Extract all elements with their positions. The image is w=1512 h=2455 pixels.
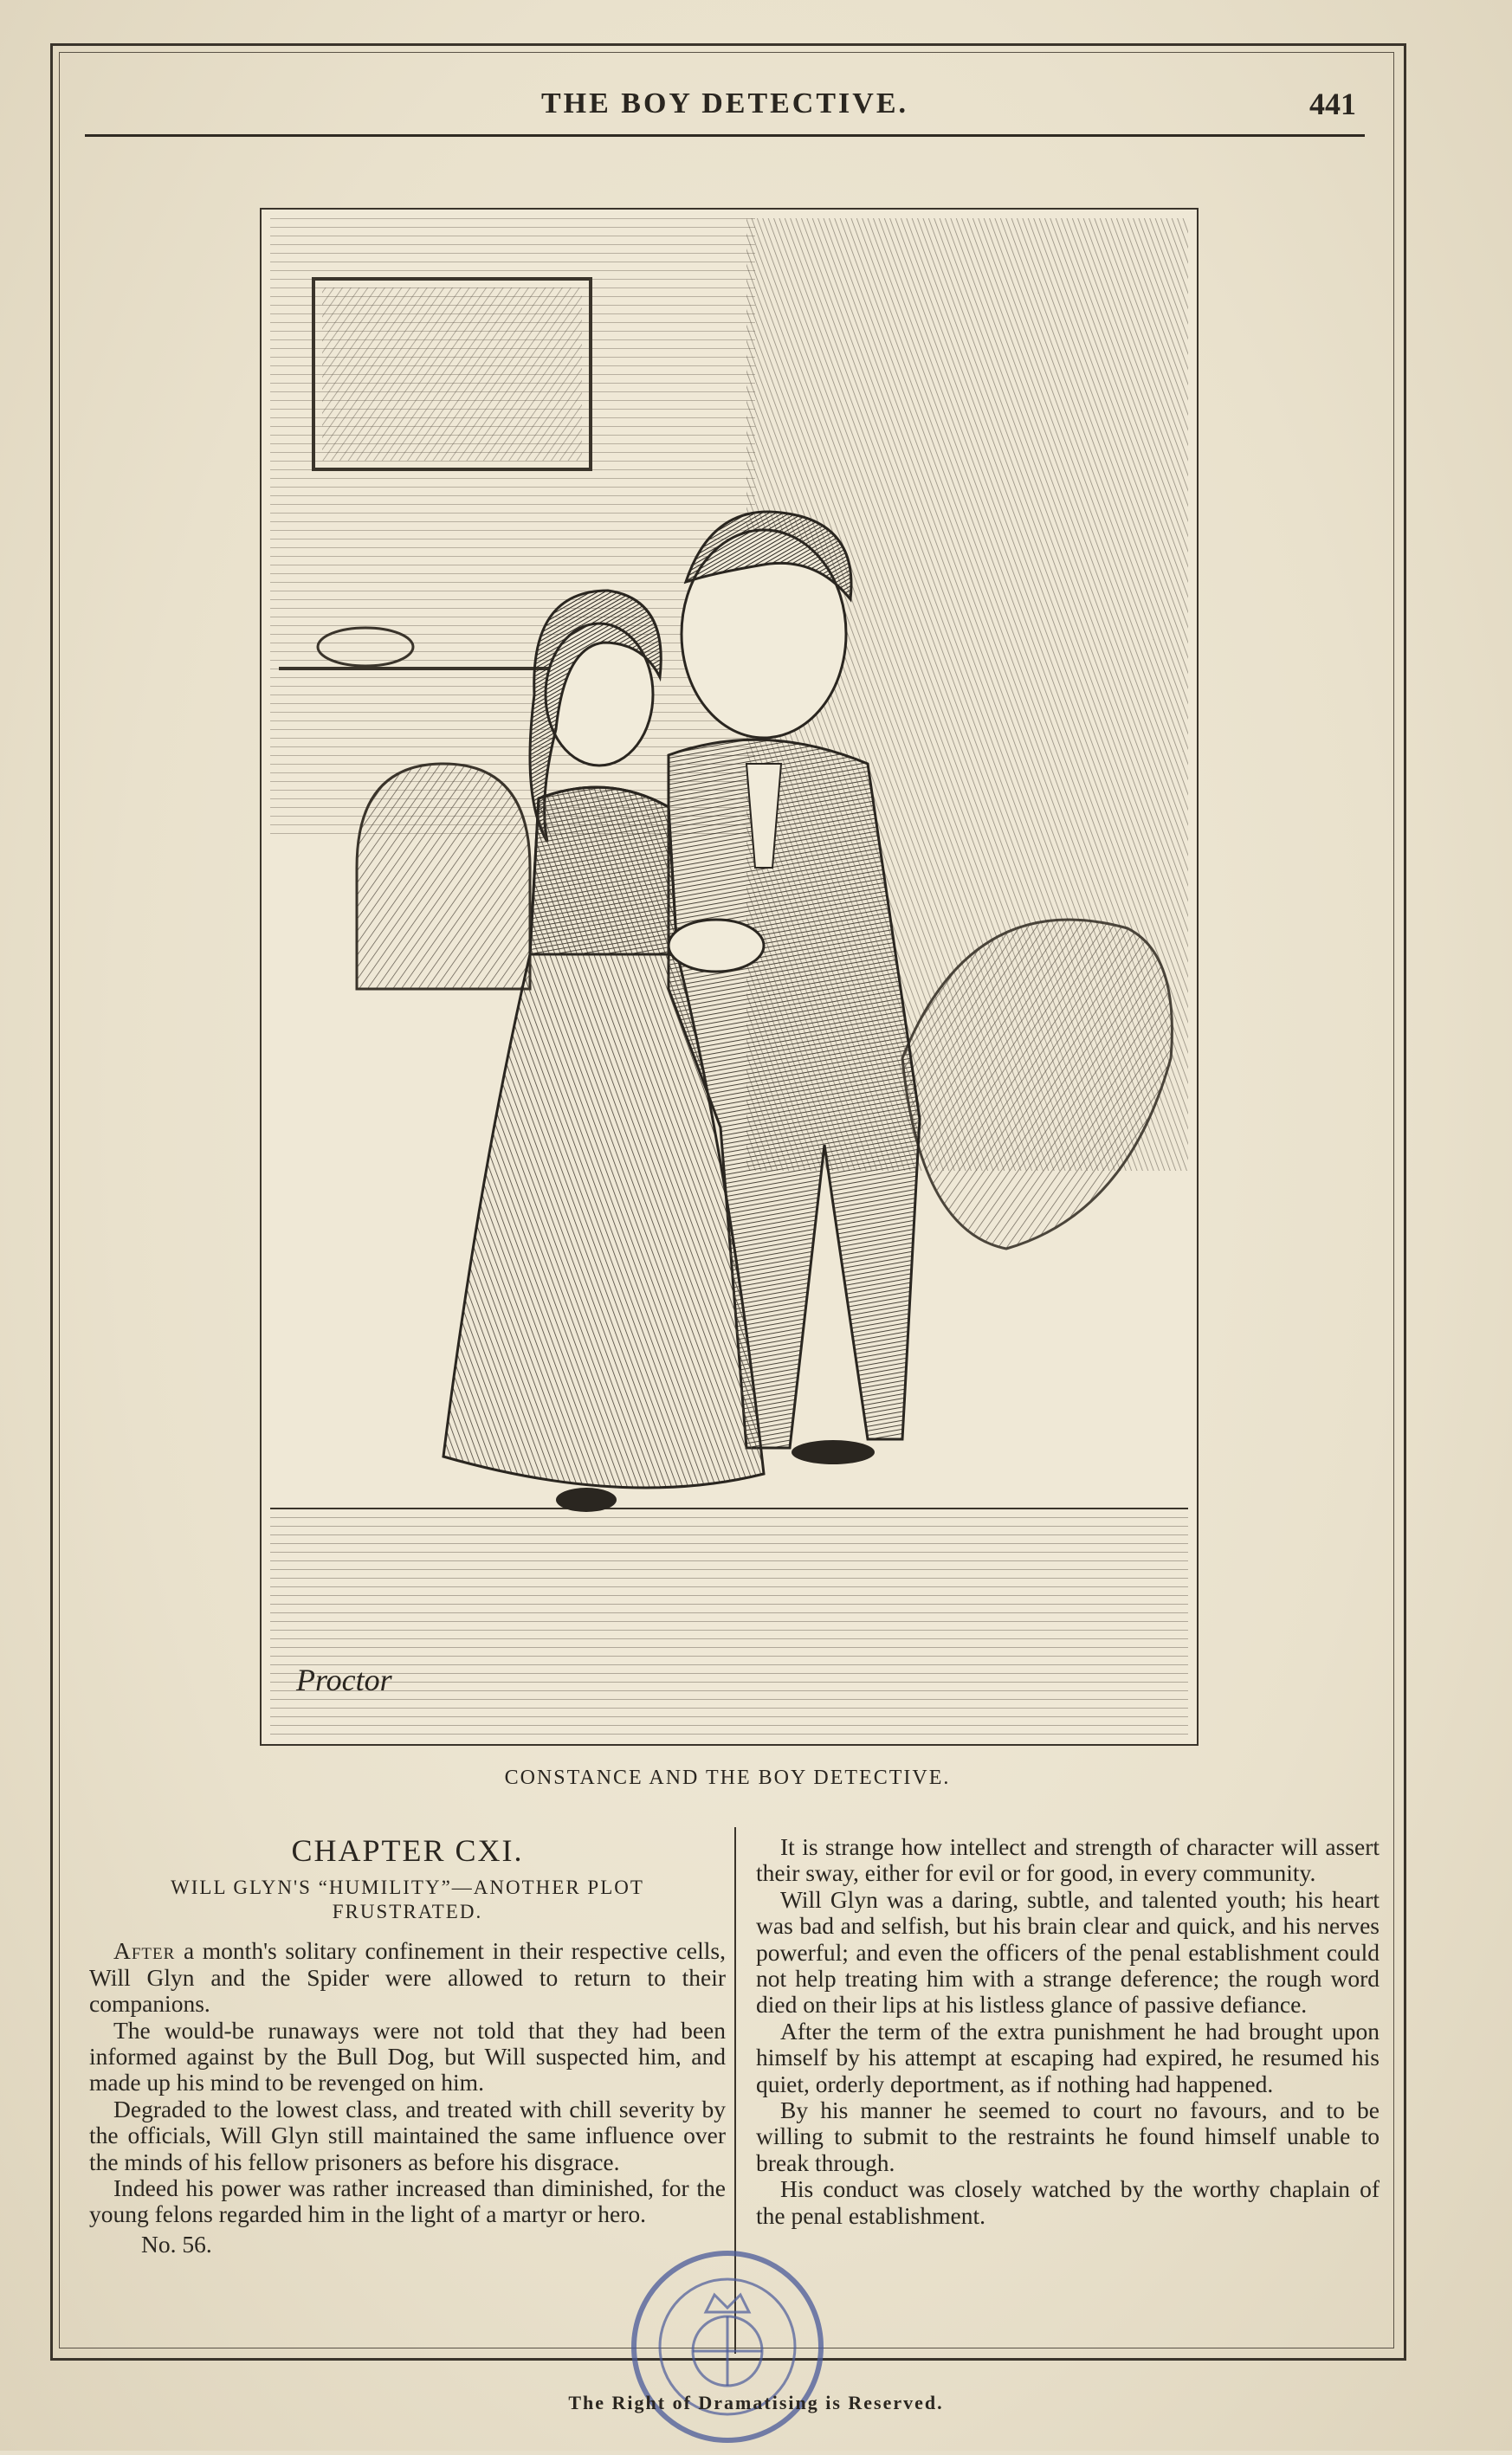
paragraph: After the term of the extra punishment he had brought upon himself by his attempt at escaping had expired, he resumed his quiet, orderly deportment, as if nothing had happened. [756, 2017, 1380, 2097]
paragraph: His conduct was closely watched by the worthy chaplain of the penal establishment. [756, 2175, 1380, 2229]
paragraph [89, 1938, 726, 2017]
page-number: 441 [1309, 87, 1356, 121]
paragraph-text: a month's solitary confinement in their respective cells, Will Glyn and the Spider were allowed to return to their companions. [89, 1937, 726, 2018]
drop-word: After [113, 1937, 176, 1965]
paragraph: Indeed his power was rather increased than diminished, for the young felons regarded him in the light of a martyr or hero. [89, 2174, 726, 2228]
paragraph: Degraded to the lowest class, and treated with chill severity by the officials, Will Glyn still maintained the same influence over the minds of his fellow prisoners as before his disgrace. [89, 2095, 726, 2175]
paragraph: By his manner he seemed to court no favours, and to be willing to submit to the restraints he found himself unable to break through. [756, 2096, 1380, 2176]
illustration-caption: CONSTANCE AND THE BOY DETECTIVE. [504, 1767, 951, 1789]
paragraph: The would-be runaways were not told that they had been informed against by the Bull Dog, but Will suspected him, and made up his mind to be revenged on him. [89, 2016, 726, 2096]
running-title: THE BOY DETECTIVE. [541, 87, 908, 120]
chapter-subtitle: WILL GLYN'S “HUMILITY”—ANOTHER PLOT FRUSTRATED. [171, 1877, 644, 1923]
engraving-illustration [260, 208, 1199, 1746]
right-column [756, 1834, 1380, 2229]
chapter-title: CHAPTER CXI. [291, 1833, 524, 1868]
engraving-drawing [262, 210, 1197, 1744]
paragraph: It is strange how intellect and strength of character will assert their sway, either for evil or for good, in every community. [756, 1833, 1380, 1887]
issue-number: No. 56. [141, 2230, 212, 2258]
footer-rights-note: The Right of Dramatising is Reserved. [568, 2392, 944, 2413]
library-stamp [624, 2243, 831, 2451]
left-column [89, 1834, 726, 2258]
engraver-signature: Proctor [296, 1663, 392, 1697]
stamp-seal [624, 2243, 831, 2451]
running-head [85, 82, 1365, 137]
paragraph: Will Glyn was a daring, subtle, and talented youth; his heart was bad and selfish, but his brain clear and quick, and his nerves powerful; and even the officers of the penal establishment could not help treating him with a strange deference; the rough word died on their lips at his listless glance of passive defiance. [756, 1885, 1380, 2019]
